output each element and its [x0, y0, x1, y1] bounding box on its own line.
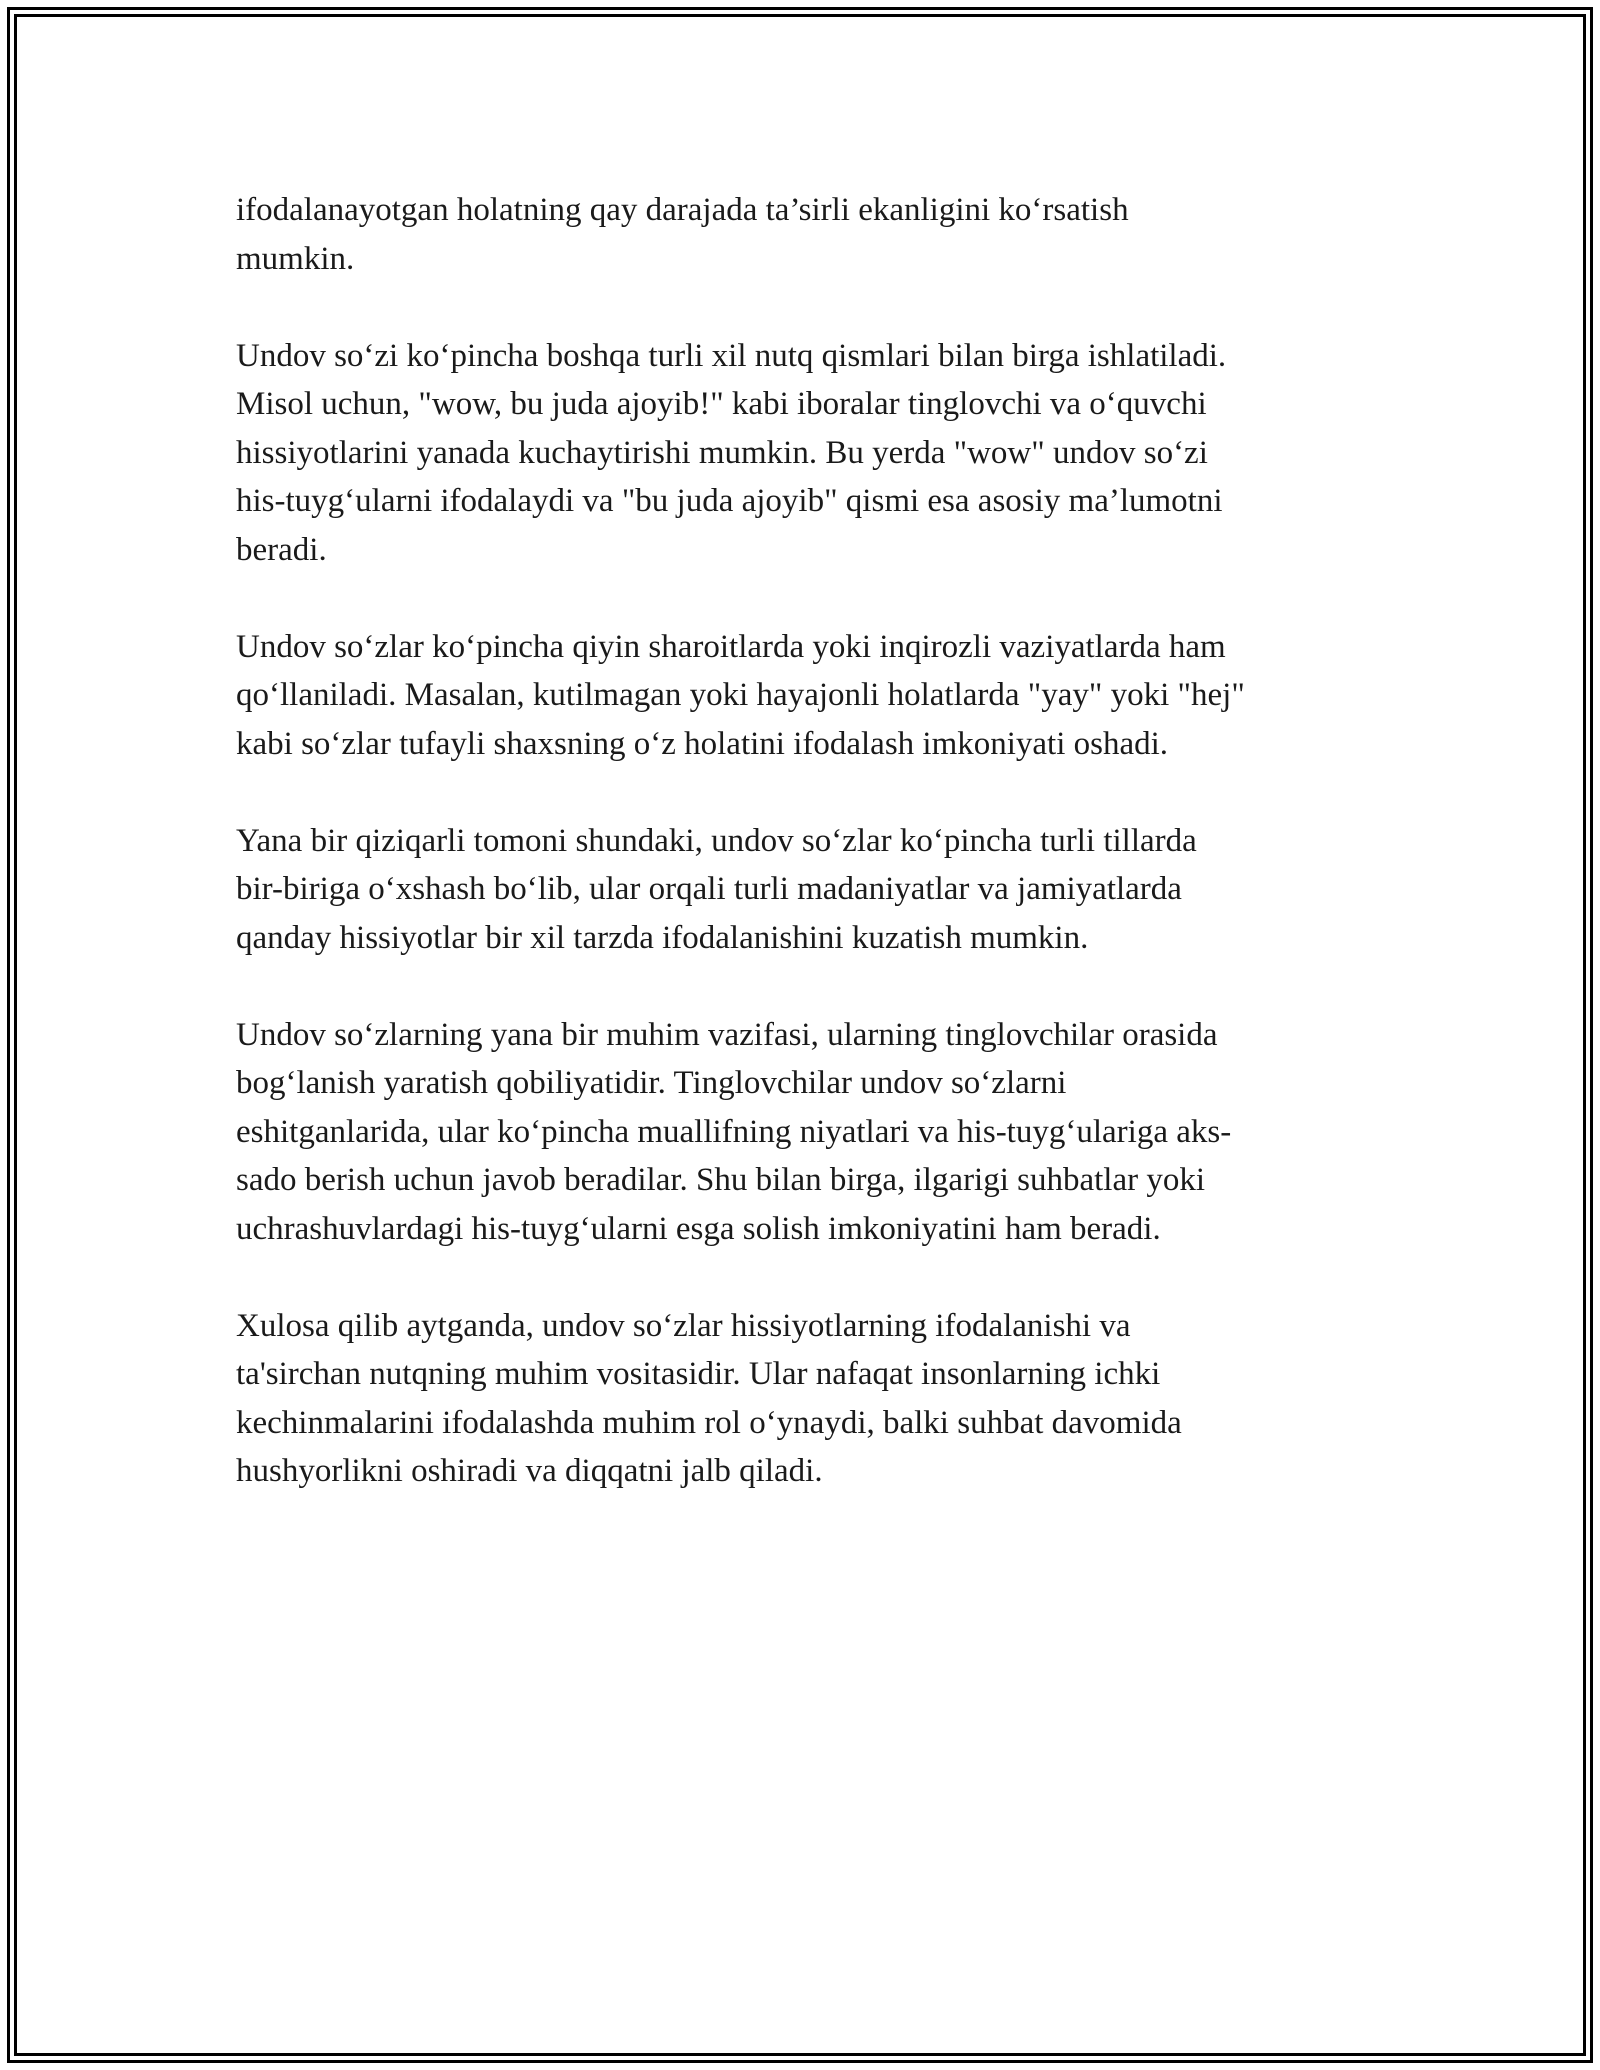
paragraph-3: Undov so‘zlar ko‘pincha qiyin sharoitlarda yoki inqirozli vaziyatlarda ham qo‘llaniladi. Masalan, kutilmagan yoki hayajonli holatlarda "yay" yoki "hej" kabi so‘zlar tufayli shaxsning o‘z holatini ifodalash imkoniyati oshadi. [236, 628, 1245, 762]
paragraph-2: Undov so‘zi ko‘pincha boshqa turli xil nutq qismlari bilan birga ishlatiladi. Misol uchun, "wow, bu juda ajoyib!" kabi iboralar tinglovchi va o‘quvchi hissiyotlarini yanada kuchaytirishi mumkin. Bu yerda "wow" undov so‘zi his-tuyg‘ularni ifodalaydi va "bu juda ajoyib" qismi esa asosiy ma’lumotni beradi. [236, 337, 1227, 568]
paragraph-5: Undov so‘zlarning yana bir muhim vazifasi, ularning tinglovchilar orasida bog‘lanish yaratish qobiliyatidir. Tinglovchilar undov so‘zlarni eshitganlarida, ular ko‘pincha muallifning niyatlari va his-tuyg‘ulariga aks- sado berish uchun javob beradilar. Shu bilan birga, ilgarigi suhbatlar yoki uchrashuvlardagi his-tuyg‘ularni esga solish imkoniyatini ham beradi. [236, 1016, 1232, 1247]
paragraph-4: Yana bir qiziqarli tomoni shundaki, undov so‘zlar ko‘pincha turli tillarda bir-biriga o‘xshash bo‘lib, ular orqali turli madaniyatlar va jamiyatlarda qanday hissiyotlar bir xil tarzda ifodalanishini kuzatish mumkin. [236, 822, 1197, 956]
paragraph-6: Xulosa qilib aytganda, undov so‘zlar hissiyotlarning ifodalanishi va ta'sirchan nutqning muhim vositasidir. Ular nafaqat insonlarning ichki kechinmalarini ifodalashda muhim rol o‘ynaydi, balki suhbat davomida hushyorlikni oshiradi va diqqatni jalb qiladi. [236, 1307, 1182, 1489]
document-body [236, 186, 1376, 1544]
paragraph-1: ifodalanayotgan holatning qay darajada ta’sirli ekanligini ko‘rsatish mumkin. [236, 192, 1129, 277]
